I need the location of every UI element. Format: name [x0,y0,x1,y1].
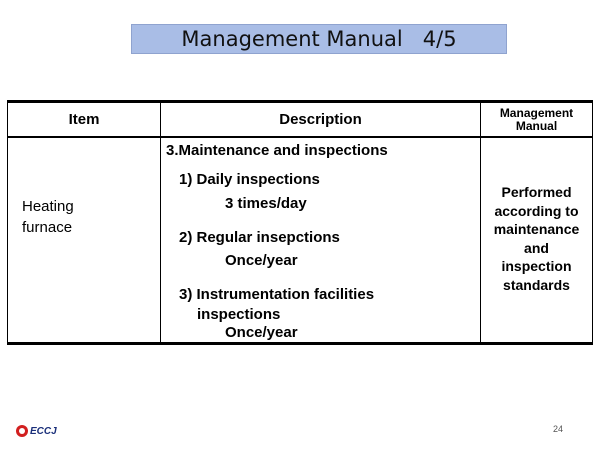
eccj-logo-icon [16,425,28,437]
desc-regular-inspections: 2) Regular insepctions [179,229,340,246]
eccj-logo [16,425,57,437]
desc-instrumentation-frequency: Once/year [225,324,298,341]
desc-regular-frequency: Once/year [225,252,298,269]
slide-title-banner [131,24,507,54]
item-line-2: furnace [22,219,73,236]
manual-line-1: Performed [501,184,572,200]
desc-daily-inspections: 1) Daily inspections [179,171,320,188]
manual-line-4: and [524,239,549,256]
desc-instrumentation-inspections-cont: inspections [197,306,281,323]
header-manual-line-1: Management [499,105,574,120]
desc-section-heading: 3.Maintenance and inspections [166,142,388,159]
desc-instrumentation-inspections: 3) Instrumentation facilities [179,286,375,303]
item-line-1: Heating [22,198,74,215]
header-divider [8,136,592,138]
page-number: 24 [553,424,564,434]
manual-line-5: inspection [501,258,572,274]
cell-management-manual [481,183,592,294]
management-table [7,100,593,345]
manual-line-2: according to [494,202,579,219]
eccj-logo-text: ECCJ [30,425,57,437]
header-management-manual [481,103,592,136]
cell-item-heating-furnace [22,196,74,238]
column-divider-1 [160,103,161,342]
slide-title: Management Manual 4/5 [181,27,457,51]
header-item: Item [68,111,100,128]
manual-line-6: standards [503,276,570,293]
header-description: Description [279,111,362,128]
desc-daily-frequency: 3 times/day [225,195,307,212]
manual-line-3: maintenance [493,221,580,237]
header-manual-line-2: Manual [515,118,558,133]
